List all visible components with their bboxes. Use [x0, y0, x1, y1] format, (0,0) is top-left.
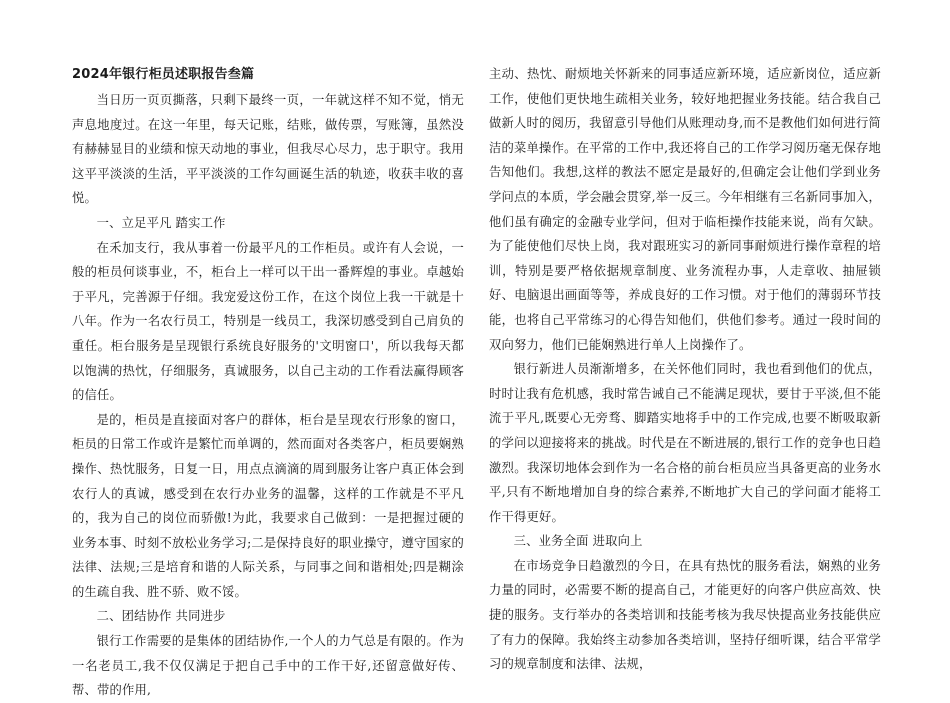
paragraph-section2-a: 银行工作需要的是集体的团结协作,一个人的力气总是有限的。作为一名老员工,我不仅仅满足于把自己手中的工作干好,还留意做好传、帮、带的作用, — [72, 634, 464, 698]
paragraph-section3-a: 在市场竞争日趋激烈的今日，在具有热忱的服务看法，娴熟的业务力量的同时，必需要不断的提高自己，才能更好的向客户供应高效、快捷的服务。支行举办的各类培训和技能考核为我尽快提高业务技能供应了有力的保障。我始终主动参加各类培训，坚持仔细听课，结合平常学习的规章制度和法律、法规， — [489, 558, 881, 672]
left-column — [72, 62, 464, 703]
section-heading-1: 一、立足平凡 踏实工作 — [96, 215, 226, 230]
right-column — [489, 62, 881, 677]
section-heading-2: 二、团结协作 共同进步 — [96, 609, 226, 624]
section-heading-3: 三、业务全面 进取向上 — [513, 534, 643, 549]
paragraph-section1-a: 在禾加支行，我从事着一份最平凡的工作柜员。或许有人会说，一般的柜员何谈事业，不，柜台上一样可以干出一番辉煌的事业。卓越始于平凡，完善源于仔细。我宠爱这份工作，在这个岗位上我一干就是十八年。作为一名农行员工，特别是一线员工，我深切感受到自己肩负的重任。柜台服务是呈现银行系统良好服务的'文明窗口'，所以我每天都以饱满的热忱，仔细服务，真诚服务，以自己主动的工作看法赢得顾客的信任。 — [72, 240, 464, 403]
paragraph-section1-b: 是的，柜员是直接面对客户的群体，柜台是呈现农行形象的窗口，柜员的日常工作或许是繁忙而单调的，然而面对各类客户，柜员要娴熟操作、热忱服务，日复一日，用点点滴滴的周到服务让客户真正体会到农行人的真诚，感受到在农行办业务的温馨，这样的工作就是不平凡的，我为自己的岗位而骄傲!为此，我要求自己做到：一是把握过硬的业务本事、时刻不放松业务学习;二是保持良好的职业操守，遵守国家的法律、法规;三是培育和谐的人际关系，与同事之间和谐相处;四是糊涂的生疏自我、胜不骄、败不馁。 — [72, 412, 464, 599]
paragraph-intro: 当日历一页页撕落，只剩下最终一页，一年就这样不知不觉，悄无声息地度过。在这一年里，每天记账，结账，做传票，写账簿，虽然没有赫赫显目的业绩和惊天动地的事业，但我尽心尽力，忠于职守。我用这平平淡淡的生活，平平淡淡的工作勾画诞生活的轨迹，收获丰收的喜悦。 — [72, 93, 464, 206]
paragraph-section2-b: 银行新进人员渐渐增多，在关怀他们同时，我也看到他们的优点，时时让我有危机感，我时常告诫自己不能满足现状，要甘于平淡,但不能流于平凡,既要心无旁骛、脚踏实地将手中的工作完成,也要不断吸取新的学问以迎接将来的挑战。时代是在不断进展的,银行工作的竞争也日趋激烈。我深切地体会到作为一名合格的前台柜员应当具备更高的业务水平,只有不断地增加自身的综合素养,不断地扩大自己的学问面才能将工作干得更好。 — [489, 362, 881, 524]
document-title: 2024年银行柜员述职报告叁篇 — [72, 67, 255, 82]
paragraph-section2-continued: 主动、热忱、耐烦地关怀新来的同事适应新环境，适应新岗位，适应新工作，使他们更快地生疏相关业务，较好地把握业务技能。结合我自己做新人时的阅历，我留意引导他们从账理动身,而不是教他们如何进行简洁的菜单操作。在平常的工作中,我还将自己的工作学习阅历毫无保存地告知他们。我想,这样的教法不愿定是最好的,但确定会让他们学到业务学问点的本质，学会融会贯穿,举一反三。今年相继有三名新同事加入， 他们虽有确定的金融专业学问，但对于临柜操作技能来说，尚有欠缺。为了能使他们尽快上岗，我对跟班实习的新同事耐烦进行操作章程的培训，特别是要严格依据规章制度、业务流程办事，人走章收、抽屉锁好、电脑退出画面等等，养成良好的工作习惯。对于他们的薄弱环节技能，也将自己平常练习的心得告知他们，供他们参考。通过一段时间的双向努力，他们已能娴熟进行单人上岗操作了。 — [489, 67, 881, 352]
